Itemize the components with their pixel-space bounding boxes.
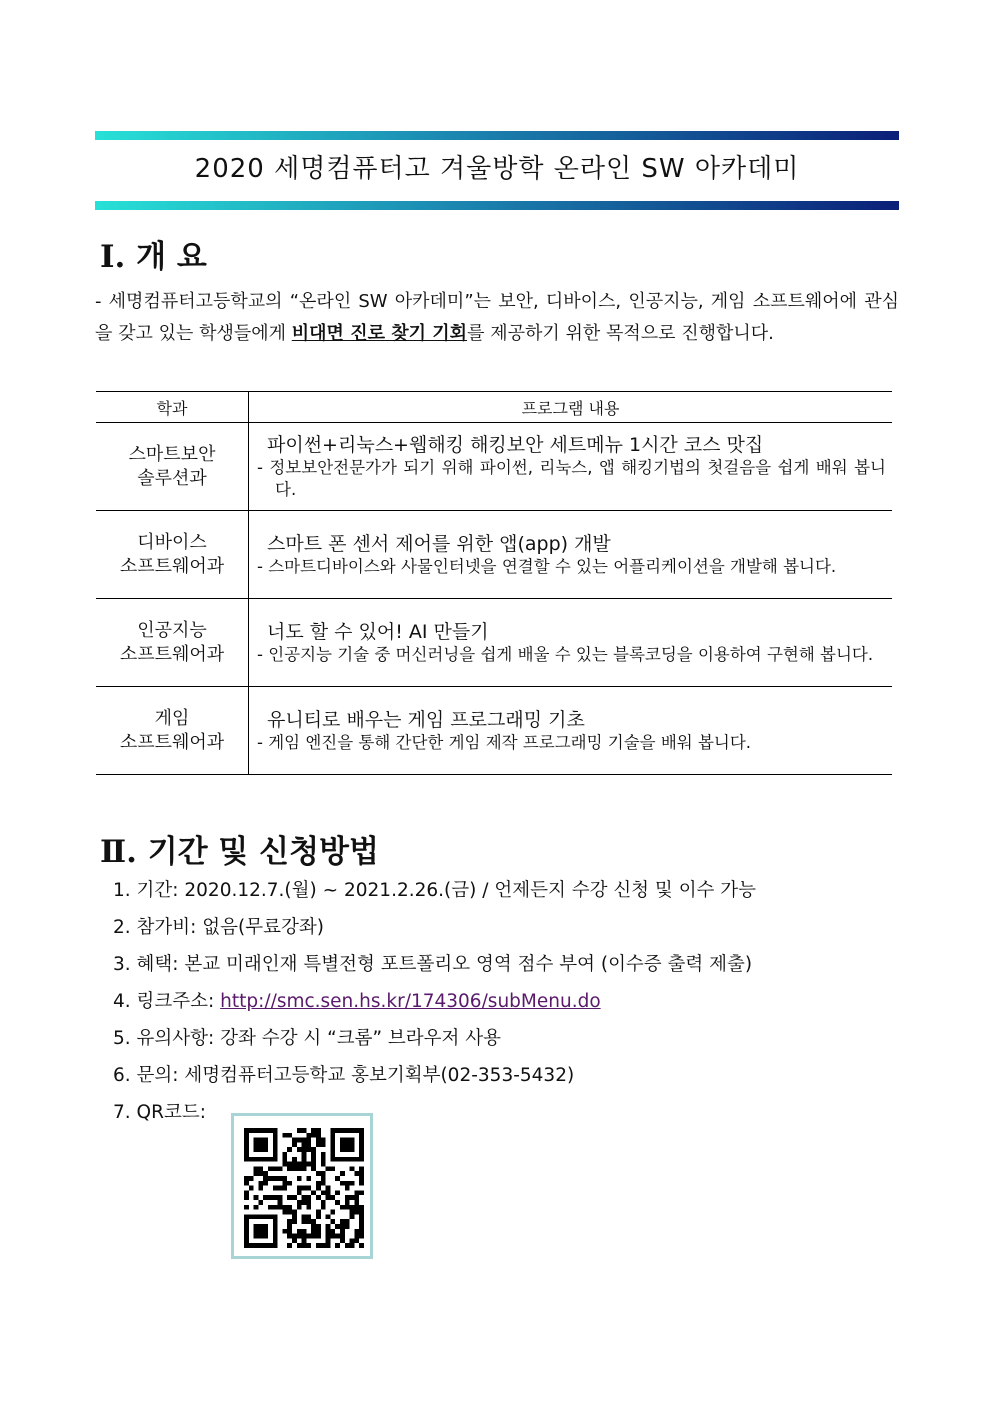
section-schedule-heading [100,826,379,871]
dept-name-line2: 소프트웨어과 [119,731,225,753]
item-label: 4. 링크주소: [113,991,221,1012]
table-row [96,687,892,775]
section-title: 개 요 [136,239,207,275]
table-row [96,599,892,687]
info-list [113,876,756,1135]
program-desc: - 스마트디바이스와 사물인터넷을 연결할 수 있는 어플리케이션을 개발해 봅니다. [257,556,837,576]
program-cell [249,687,893,775]
program-desc: - 인공지능 기술 중 머신러닝을 쉽게 배울 수 있는 블록코딩을 이용하여 구현해 봅니다. [257,644,874,664]
title-bar-bottom [95,201,899,210]
page-title: 2020 세명컴퓨터고 겨울방학 온라인 SW 아카데미 [194,154,800,184]
list-item [113,1098,756,1135]
program-title: 너도 할 수 있어! AI 만들기 [267,620,489,643]
dept-cell [96,511,249,599]
dept-name-line2: 소프트웨어과 [119,643,225,665]
intro-text: - 세명컴퓨터고등학교의 “온라인 SW 아카데미”는 보안, 디바이스, 인공지능, 게임 소프트웨어에 관심을 갖고 있는 학생들에게 [95,291,899,344]
program-cell [249,423,893,511]
item-value: 없음(무료강좌) [202,917,324,938]
list-item [113,950,756,987]
dept-name-line2: 솔루션과 [137,467,207,489]
program-title: 스마트 폰 센서 제어를 위한 앱(app) 개발 [267,532,611,555]
item-value: 강좌 수강 시 “크롬” 브라우저 사용 [220,1028,502,1049]
table-row [96,423,892,511]
program-desc: - 정보보안전문가가 되기 위해 파이썬, 리눅스, 앱 해킹기법의 첫걸음을 쉽게 배워 봅니다. [257,457,886,499]
dept-name-line2: 소프트웨어과 [119,555,225,577]
dept-name: 게임 [154,707,190,729]
dept-cell [96,599,249,687]
item-label: 1. 기간: [113,880,185,901]
title-bar-top [95,131,899,140]
program-desc: - 게임 엔진을 통해 간단한 게임 제작 프로그래밍 기술을 배워 봅니다. [257,732,752,752]
qr-code-frame[interactable] [231,1113,373,1259]
item-value: 본교 미래인재 특별전형 포트폴리오 영역 점수 부여 (이수증 출력 제출) [184,954,753,975]
program-title: 파이썬+리눅스+웹해킹 해킹보안 세트메뉴 1시간 코스 맛집 [267,433,764,456]
dept-cell [96,423,249,511]
dept-name: 디바이스 [137,531,207,553]
section-overview-heading [100,231,207,276]
program-title: 유니티로 배우는 게임 프로그래밍 기초 [267,708,585,731]
item-label: 5. 유의사항: [113,1028,221,1049]
intro-paragraph [95,286,899,350]
dept-cell [96,687,249,775]
program-table [96,391,892,775]
list-item [113,1061,756,1098]
program-cell [249,599,893,687]
item-label: 6. 문의: [113,1065,185,1086]
list-item [113,913,756,950]
item-value: 세명컴퓨터고등학교 홍보기획부(02-353-5432) [184,1065,575,1086]
item-label: 2. 참가비: [113,917,203,938]
list-item [113,1024,756,1061]
section-number: Ⅰ. [100,239,126,275]
dept-name: 인공지능 [137,619,207,641]
header-program: 프로그램 내용 [249,392,893,423]
intro-highlight: 비대면 진로 찾기 기회 [291,323,468,344]
dept-name: 스마트보안 [128,443,216,465]
link-url[interactable]: http://smc.sen.hs.kr/174306/subMenu.do [220,991,601,1012]
table-header-row [96,392,892,423]
header-dept: 학과 [96,392,249,423]
section-number: Ⅱ. [100,834,137,870]
item-value: 2020.12.7.(월) ~ 2021.2.26.(금) / 언제든지 수강 신청 및 이수 가능 [184,880,757,901]
qr-code-icon [244,1128,364,1248]
table-row [96,511,892,599]
section-title: 기간 및 신청방법 [147,834,379,870]
intro-text-end: 를 제공하기 위한 목적으로 진행합니다. [467,323,774,344]
item-label: 7. QR코드: [113,1102,206,1123]
item-label: 3. 혜택: [113,954,185,975]
list-item [113,987,756,1024]
list-item [113,876,756,913]
program-cell [249,511,893,599]
